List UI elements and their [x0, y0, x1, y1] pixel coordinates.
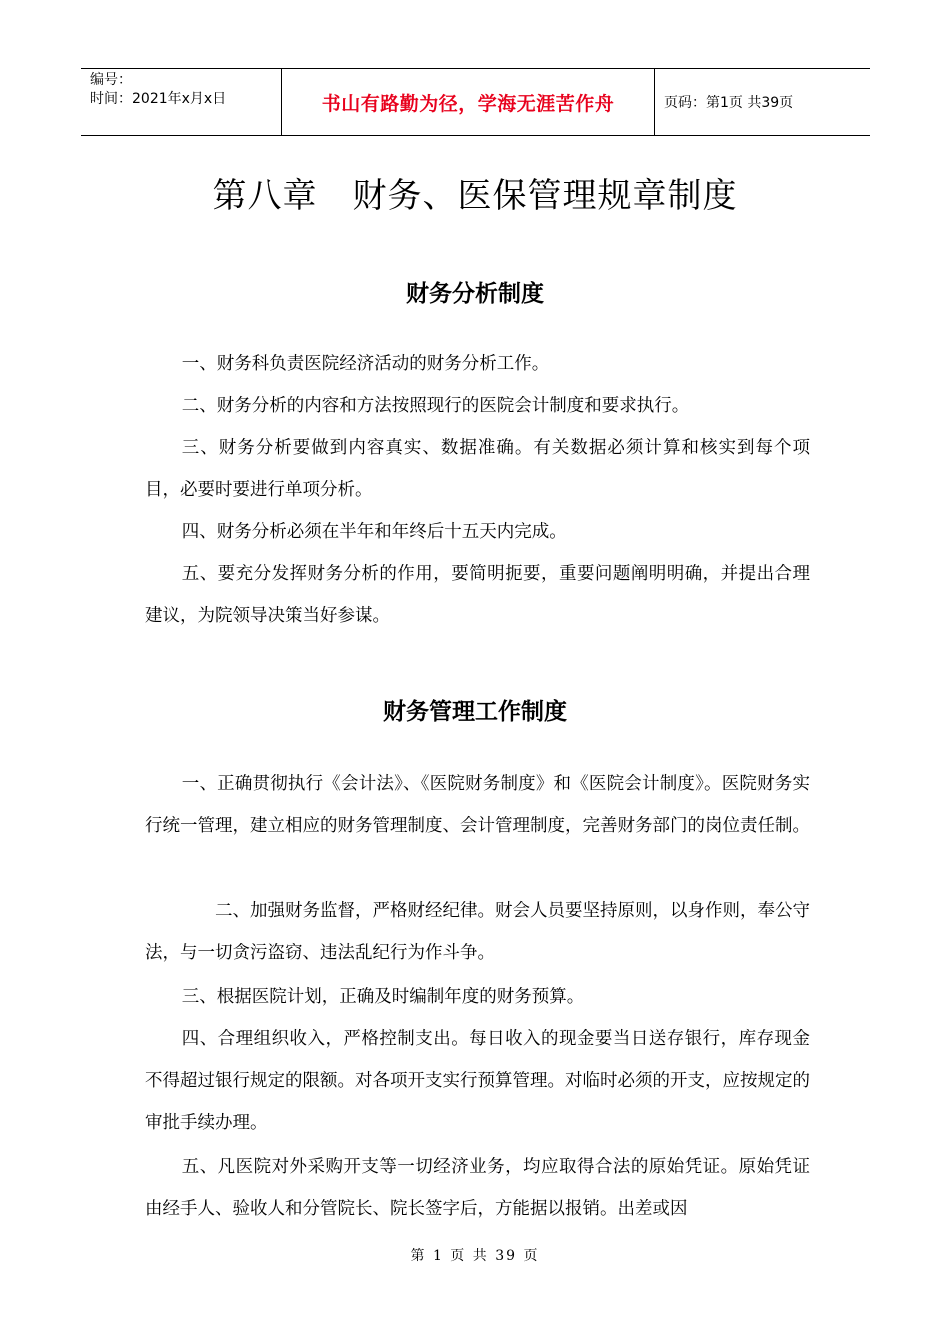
paragraph: 四、财务分析必须在半年和年终后十五天内完成。	[181, 522, 567, 542]
header-motto-cell	[282, 69, 655, 135]
page-footer: 第 1 页 共 39 页	[410, 1248, 540, 1264]
paragraph: 二、加强财务监督，严格财经纪律。财会人员要坚持原则，以身作则，奉公守法，与一切贪污盗窃、违法乱纪行为作斗争。	[145, 901, 810, 963]
section-title-financial-analysis: 财务分析制度	[406, 280, 544, 307]
header-table	[81, 68, 870, 136]
paragraph: 五、要充分发挥财务分析的作用，要简明扼要，重要问题阐明明确，并提出合理建议，为院领导决策当好参谋。	[145, 564, 810, 626]
paragraph: 二、财务分析的内容和方法按照现行的医院会计制度和要求执行。	[181, 396, 690, 416]
paragraph: 一、财务科负责医院经济活动的财务分析工作。	[181, 354, 550, 374]
paragraph: 四、合理组织收入，严格控制支出。每日收入的现金要当日送存银行，库存现金不得超过银行规定的限额。对各项开支实行预算管理。对临时必须的开支，应按规定的审批手续办理。	[145, 1029, 810, 1133]
chapter-title: 第八章 财务、医保管理规章制度	[212, 176, 738, 216]
paragraph: 一、正确贯彻执行《会计法》、《医院财务制度》和《医院会计制度》。医院财务实行统一管理，建立相应的财务管理制度、会计管理制度，完善财务部门的岗位责任制。	[145, 774, 810, 836]
number-label: 编号：	[90, 72, 132, 88]
paragraph: 五、凡医院对外采购开支等一切经济业务，均应取得合法的原始凭证。原始凭证由经手人、验收人和分管院长、院长签字后，方能据以报销。出差或因	[145, 1157, 810, 1219]
paragraph: 三、根据医院计划，正确及时编制年度的财务预算。	[181, 987, 585, 1007]
paragraph: 三、财务分析要做到内容真实、数据准确。有关数据必须计算和核实到每个项目，必要时要进行单项分析。	[145, 438, 810, 500]
motto: 书山有路勤为径，学海无涯苦作舟	[321, 92, 615, 115]
header-meta	[81, 69, 282, 135]
header-page-cell	[655, 69, 870, 135]
section-title-financial-management: 财务管理工作制度	[383, 698, 567, 725]
time-label: 时间：2021年x月x日	[90, 91, 227, 107]
page-code: 页码：第1页 共39页	[664, 95, 794, 111]
